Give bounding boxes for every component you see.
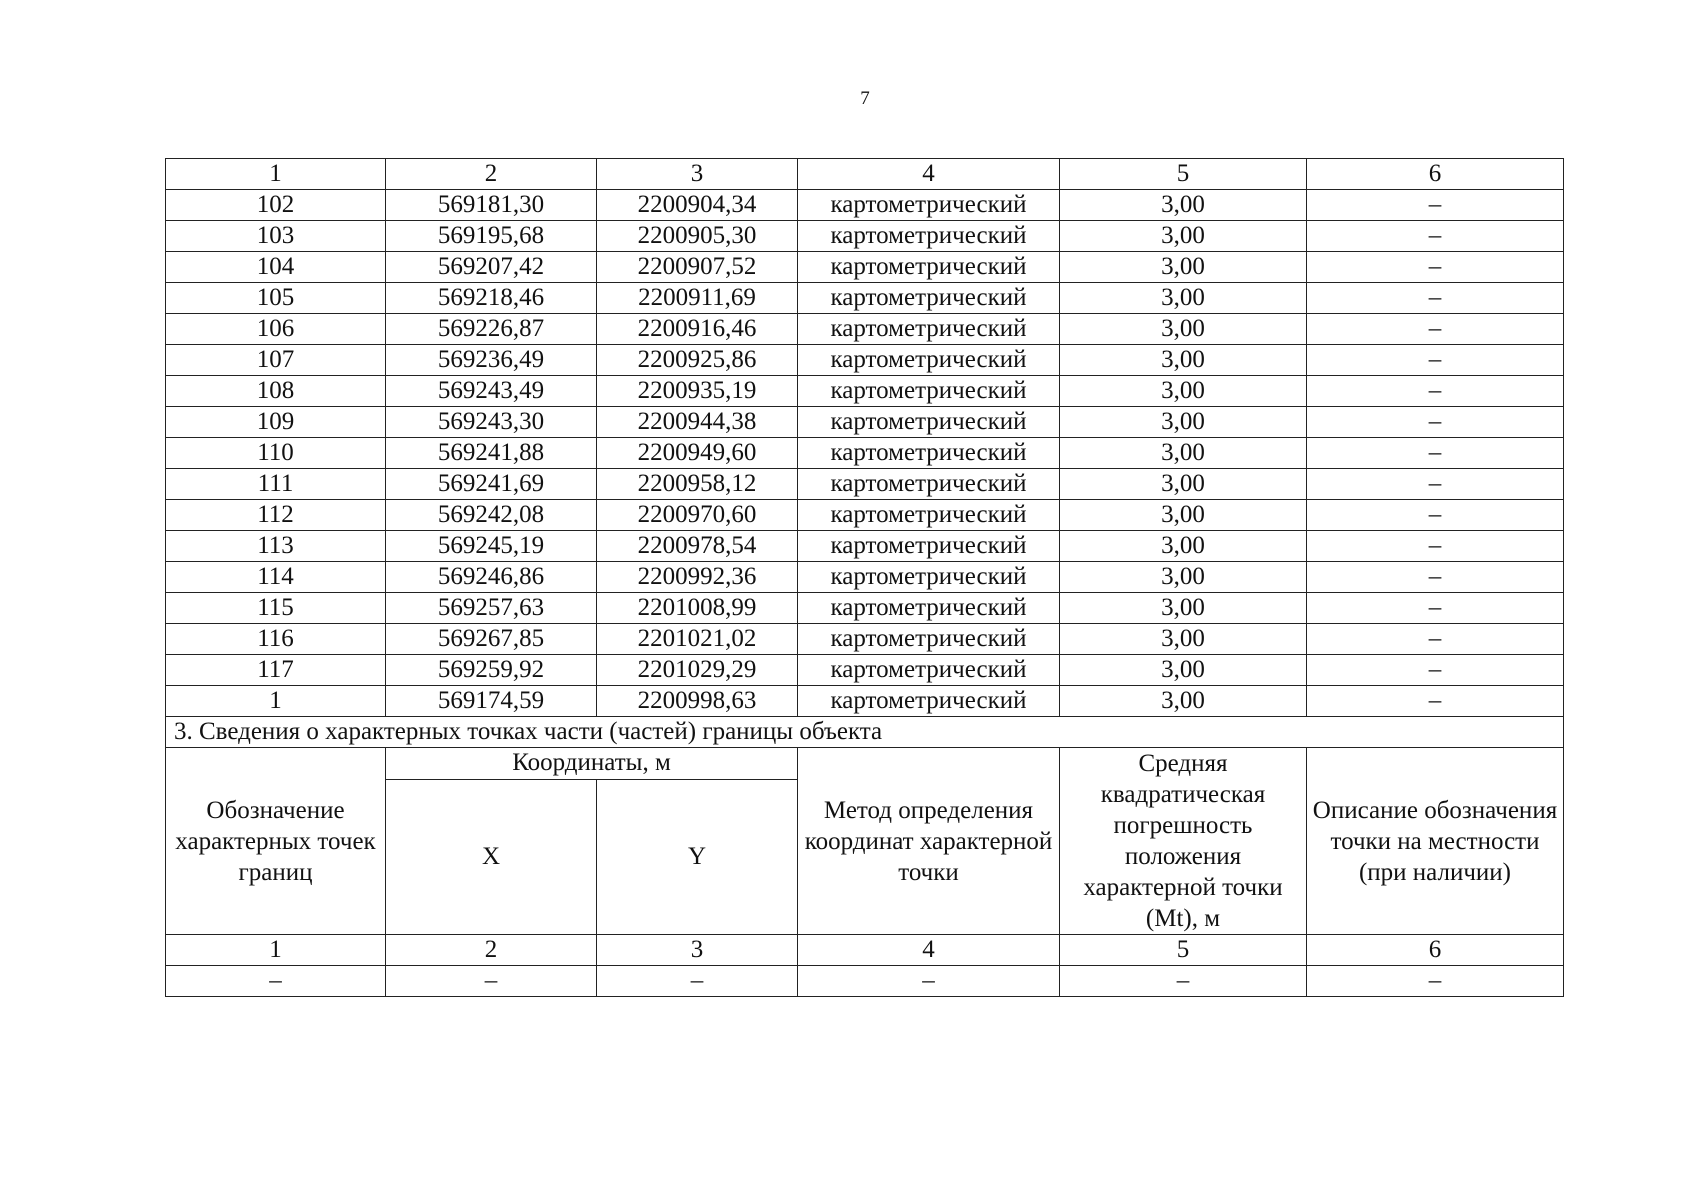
description-cell: – — [1307, 407, 1564, 438]
y-cell: 2200935,19 — [597, 376, 798, 407]
x-cell: 569218,46 — [386, 283, 597, 314]
point-cell: 105 — [166, 283, 386, 314]
y-cell: 2201021,02 — [597, 624, 798, 655]
y-cell: 2200907,52 — [597, 252, 798, 283]
y-cell: 2201029,29 — [597, 655, 798, 686]
description-cell: – — [1307, 469, 1564, 500]
point-cell: 1 — [166, 686, 386, 717]
mt-cell: 3,00 — [1060, 500, 1307, 531]
table-row — [166, 438, 1564, 469]
mt-cell: 3,00 — [1060, 593, 1307, 624]
point-cell: 116 — [166, 624, 386, 655]
method-cell: картометрический — [798, 407, 1060, 438]
description-cell: – — [1307, 438, 1564, 469]
table-row — [166, 655, 1564, 686]
method-cell: картометрический — [798, 686, 1060, 717]
header-method: Метод определения координат характерной точки — [798, 748, 1060, 935]
section-title-row — [166, 717, 1564, 748]
table-row — [166, 345, 1564, 376]
method-cell: картометрический — [798, 221, 1060, 252]
header-x: X — [386, 779, 597, 934]
table-row — [166, 283, 1564, 314]
empty-cell: – — [1060, 966, 1307, 997]
y-cell: 2200978,54 — [597, 531, 798, 562]
column-number: 3 — [597, 935, 798, 966]
method-cell: картометрический — [798, 531, 1060, 562]
method-cell: картометрический — [798, 655, 1060, 686]
x-cell: 569241,88 — [386, 438, 597, 469]
description-cell: – — [1307, 190, 1564, 221]
point-cell: 112 — [166, 500, 386, 531]
column-number: 2 — [386, 159, 597, 190]
x-cell: 569174,59 — [386, 686, 597, 717]
column-number: 1 — [166, 935, 386, 966]
header-mt: Средняя квадратическая погрешность положения характерной точки (Mt), м — [1060, 748, 1307, 935]
empty-cell: – — [597, 966, 798, 997]
section3-header-row-top — [166, 748, 1564, 780]
point-cell: 103 — [166, 221, 386, 252]
x-cell: 569259,92 — [386, 655, 597, 686]
point-cell: 109 — [166, 407, 386, 438]
y-cell: 2201008,99 — [597, 593, 798, 624]
table-row — [166, 469, 1564, 500]
header-y: Y — [597, 779, 798, 934]
x-cell: 569243,30 — [386, 407, 597, 438]
table-row — [166, 531, 1564, 562]
mt-cell: 3,00 — [1060, 407, 1307, 438]
y-cell: 2200949,60 — [597, 438, 798, 469]
column-number: 6 — [1307, 159, 1564, 190]
point-cell: 106 — [166, 314, 386, 345]
column-number: 6 — [1307, 935, 1564, 966]
method-cell: картометрический — [798, 190, 1060, 221]
table-row — [166, 376, 1564, 407]
column-number: 5 — [1060, 159, 1307, 190]
mt-cell: 3,00 — [1060, 221, 1307, 252]
mt-cell: 3,00 — [1060, 469, 1307, 500]
header-coordinates: Координаты, м — [386, 748, 798, 780]
description-cell: – — [1307, 345, 1564, 376]
method-cell: картометрический — [798, 593, 1060, 624]
table-row — [166, 562, 1564, 593]
description-cell: – — [1307, 283, 1564, 314]
description-cell: – — [1307, 562, 1564, 593]
section3-column-number-row — [166, 935, 1564, 966]
description-cell: – — [1307, 221, 1564, 252]
x-cell: 569195,68 — [386, 221, 597, 252]
x-cell: 569243,49 — [386, 376, 597, 407]
y-cell: 2200958,12 — [597, 469, 798, 500]
y-cell: 2200904,34 — [597, 190, 798, 221]
mt-cell: 3,00 — [1060, 624, 1307, 655]
point-cell: 117 — [166, 655, 386, 686]
table-row — [166, 593, 1564, 624]
description-cell: – — [1307, 314, 1564, 345]
method-cell: картометрический — [798, 283, 1060, 314]
coordinates-table — [165, 158, 1564, 997]
header-description: Описание обозначения точки на местности (при наличии) — [1307, 748, 1564, 935]
method-cell: картометрический — [798, 376, 1060, 407]
point-cell: 111 — [166, 469, 386, 500]
page-number: 7 — [860, 88, 870, 109]
section-title: 3. Сведения о характерных точках части (частей) границы объекта — [166, 717, 1564, 748]
column-number: 4 — [798, 935, 1060, 966]
mt-cell: 3,00 — [1060, 252, 1307, 283]
method-cell: картометрический — [798, 562, 1060, 593]
mt-cell: 3,00 — [1060, 655, 1307, 686]
x-cell: 569241,69 — [386, 469, 597, 500]
description-cell: – — [1307, 252, 1564, 283]
y-cell: 2200911,69 — [597, 283, 798, 314]
x-cell: 569226,87 — [386, 314, 597, 345]
x-cell: 569246,86 — [386, 562, 597, 593]
mt-cell: 3,00 — [1060, 376, 1307, 407]
column-number: 1 — [166, 159, 386, 190]
point-cell: 114 — [166, 562, 386, 593]
y-cell: 2200970,60 — [597, 500, 798, 531]
description-cell: – — [1307, 500, 1564, 531]
x-cell: 569236,49 — [386, 345, 597, 376]
y-cell: 2200992,36 — [597, 562, 798, 593]
mt-cell: 3,00 — [1060, 190, 1307, 221]
header-point: Обозначение характерных точек границ — [166, 748, 386, 935]
y-cell: 2200944,38 — [597, 407, 798, 438]
method-cell: картометрический — [798, 345, 1060, 376]
column-number: 4 — [798, 159, 1060, 190]
point-cell: 113 — [166, 531, 386, 562]
description-cell: – — [1307, 655, 1564, 686]
column-number-row — [166, 159, 1564, 190]
table-row — [166, 624, 1564, 655]
empty-cell: – — [386, 966, 597, 997]
description-cell: – — [1307, 531, 1564, 562]
mt-cell: 3,00 — [1060, 562, 1307, 593]
x-cell: 569181,30 — [386, 190, 597, 221]
empty-cell: – — [798, 966, 1060, 997]
table-row — [166, 252, 1564, 283]
method-cell: картометрический — [798, 252, 1060, 283]
x-cell: 569207,42 — [386, 252, 597, 283]
empty-cell: – — [1307, 966, 1564, 997]
mt-cell: 3,00 — [1060, 531, 1307, 562]
mt-cell: 3,00 — [1060, 438, 1307, 469]
section3-body — [166, 717, 1564, 997]
table-row — [166, 314, 1564, 345]
table-row — [166, 500, 1564, 531]
point-cell: 115 — [166, 593, 386, 624]
coordinates-table-body — [166, 159, 1564, 717]
table-row — [166, 686, 1564, 717]
table-row — [166, 190, 1564, 221]
x-cell: 569245,19 — [386, 531, 597, 562]
point-cell: 102 — [166, 190, 386, 221]
y-cell: 2200998,63 — [597, 686, 798, 717]
column-number: 3 — [597, 159, 798, 190]
method-cell: картометрический — [798, 469, 1060, 500]
column-number: 5 — [1060, 935, 1307, 966]
description-cell: – — [1307, 624, 1564, 655]
x-cell: 569242,08 — [386, 500, 597, 531]
method-cell: картометрический — [798, 314, 1060, 345]
column-number: 2 — [386, 935, 597, 966]
table-row — [166, 407, 1564, 438]
x-cell: 569267,85 — [386, 624, 597, 655]
point-cell: 107 — [166, 345, 386, 376]
y-cell: 2200905,30 — [597, 221, 798, 252]
x-cell: 569257,63 — [386, 593, 597, 624]
method-cell: картометрический — [798, 624, 1060, 655]
mt-cell: 3,00 — [1060, 283, 1307, 314]
description-cell: – — [1307, 376, 1564, 407]
y-cell: 2200916,46 — [597, 314, 798, 345]
point-cell: 104 — [166, 252, 386, 283]
method-cell: картометрический — [798, 438, 1060, 469]
section3-empty-row — [166, 966, 1564, 997]
mt-cell: 3,00 — [1060, 345, 1307, 376]
mt-cell: 3,00 — [1060, 314, 1307, 345]
mt-cell: 3,00 — [1060, 686, 1307, 717]
point-cell: 110 — [166, 438, 386, 469]
description-cell: – — [1307, 593, 1564, 624]
table-row — [166, 221, 1564, 252]
point-cell: 108 — [166, 376, 386, 407]
empty-cell: – — [166, 966, 386, 997]
y-cell: 2200925,86 — [597, 345, 798, 376]
description-cell: – — [1307, 686, 1564, 717]
method-cell: картометрический — [798, 500, 1060, 531]
